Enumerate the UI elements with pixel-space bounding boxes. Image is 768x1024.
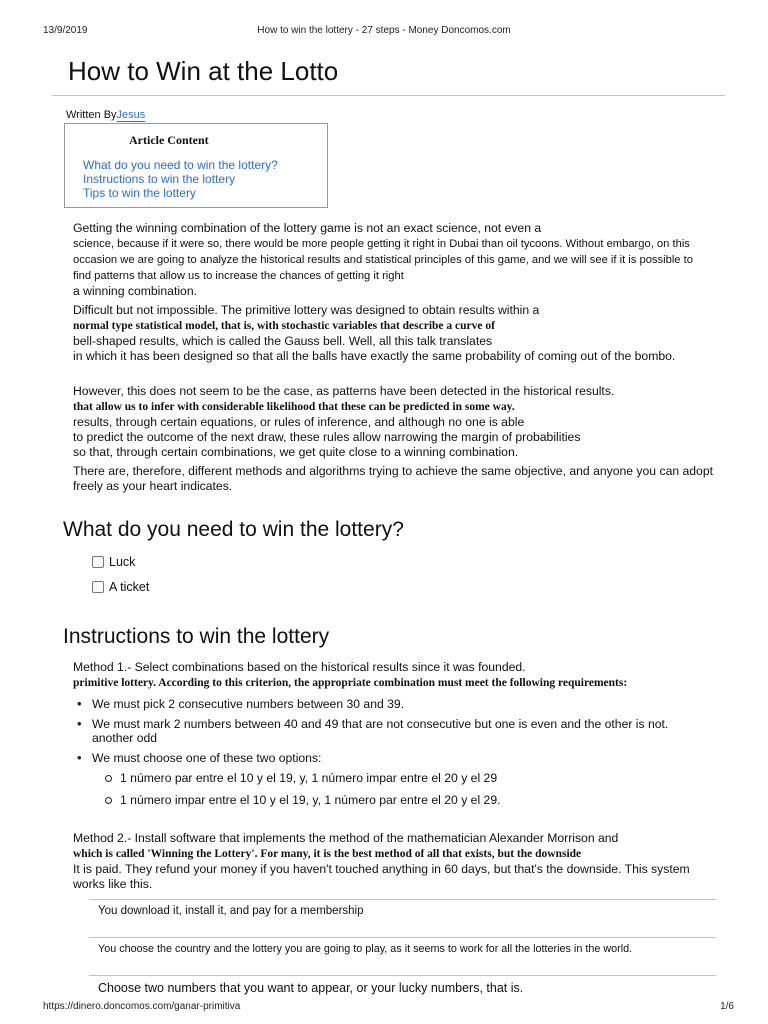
checklist-item <box>92 555 135 569</box>
intro-p1-line: a winning combination. <box>73 284 197 298</box>
toc-link-tips[interactable]: Tips to win the lottery <box>83 186 196 200</box>
checklist-label: Luck <box>109 555 136 569</box>
step-text: Choose two numbers that you want to appear, or your lucky numbers, that is. <box>98 981 524 995</box>
method-2-lead: Method 2.- Install software that implements the method of the mathematician Alexander Morrison and <box>73 831 619 845</box>
intro-p2-line: normal type statistical model, that is, with stochastic variables that describe a curve of <box>73 320 495 332</box>
list-item <box>92 771 713 785</box>
author-link[interactable]: Jesus <box>116 109 146 121</box>
requirement-text: We must mark 2 numbers between 40 and 49 that are not consecutive but one is even and the other is not. another odd <box>92 717 669 745</box>
step-text: You download it, install it, and pay for a membership <box>98 905 364 917</box>
toc-links <box>83 158 278 200</box>
checklist-item <box>92 580 149 594</box>
intro-p2-line: bell-shaped results, which is called the Gauss bell. Well, all this talk translates <box>73 334 493 348</box>
option-text: 1 número impar entre el 10 y el 19, y, 1 número par entre el 20 y el 29. <box>120 793 501 807</box>
step-box <box>89 899 716 917</box>
section-heading-instructions: Instructions to win the lottery <box>63 625 330 648</box>
article-title: How to Win at the Lotto <box>68 56 339 86</box>
toc-heading: Article Content <box>129 133 209 147</box>
print-url: https://dinero.doncomos.com/ganar-primitiva <box>43 1001 241 1012</box>
method-1-criterion: primitive lottery. According to this criterion, the appropriate combination must meet the following requirements: <box>73 677 628 689</box>
intro-paragraph-3 <box>73 384 713 460</box>
byline <box>66 109 145 121</box>
table-of-contents <box>64 123 328 208</box>
list-item <box>73 697 713 711</box>
intro-p1-line: Getting the winning combination of the lottery game is not an exact science, not even a <box>73 221 542 235</box>
options-list <box>92 771 713 807</box>
option-text: 1 número par entre el 10 y el 19, y, 1 número impar entre el 20 y el 29 <box>120 771 498 785</box>
requirement-text: We must pick 2 consecutive numbers between 30 and 39. <box>92 697 405 711</box>
intro-paragraph-1 <box>73 221 713 299</box>
method-2-intro <box>73 831 713 892</box>
method-2-rest: It is paid. They refund your money if you haven't touched anything in 60 days, but that's the downside. This system works like this. <box>73 862 690 891</box>
intro-p3-line: to predict the outcome of the next draw, these rules allow narrowing the margin of probabilities <box>73 430 581 444</box>
requirement-text: We must choose one of these two options: <box>92 751 322 765</box>
checkbox[interactable] <box>92 556 104 568</box>
section-heading-need: What do you need to win the lottery? <box>63 518 404 541</box>
toc-link-instructions[interactable]: Instructions to win the lottery <box>83 172 236 186</box>
intro-p3-line: so that, through certain combinations, we get quite close to a winning combination. <box>73 445 519 459</box>
toc-link-need[interactable]: What do you need to win the lottery? <box>83 158 278 172</box>
method-1-intro <box>73 660 713 691</box>
intro-p2-line: in which it has been designed so that all the balls have exactly the same probability of coming out of the bombo. <box>73 349 676 363</box>
page-number: 1/6 <box>720 1001 734 1012</box>
step-box <box>89 975 716 995</box>
requirements-list <box>73 697 713 815</box>
method-1-lead: Method 1.- Select combinations based on the historical results since it was founded. <box>73 660 526 674</box>
list-item <box>73 751 713 807</box>
list-item <box>73 717 713 745</box>
checkbox[interactable] <box>92 581 104 593</box>
print-page-title: How to win the lottery - 27 steps - Money Doncomos.com <box>257 25 511 36</box>
checklist-label: A ticket <box>109 580 150 594</box>
intro-paragraph-2 <box>73 303 713 364</box>
step-text: You choose the country and the lottery you are going to play, as it seems to work for all the lotteries in the world. <box>98 943 633 955</box>
intro-p3-line: results, through certain equations, or rules of inference, and although no one is able <box>73 415 525 429</box>
method-2-description: which is called 'Winning the Lottery'. For many, it is the best method of all that exists, but the downside <box>73 848 582 860</box>
byline-prefix: Written By <box>66 109 117 121</box>
print-date: 13/9/2019 <box>43 25 88 36</box>
intro-p3-line: that allow us to infer with considerable likelihood that these can be predicted in some way. <box>73 401 515 413</box>
title-divider <box>52 95 725 96</box>
intro-p1-line: science, because if it were so, there would be more people getting it right in Dubai than oil tycoons. Without embargo, on this occasion we are going to analyze the historical results and statistical principles of this game, and we will see if it is possible to find patterns that allow us to increase the chances of getting it right <box>73 238 693 282</box>
intro-p2-line: Difficult but not impossible. The primitive lottery was designed to obtain results within a <box>73 303 540 317</box>
intro-paragraph-4: There are, therefore, different methods and algorithms trying to achieve the same objective, and anyone you can adopt freely as your heart indicates. <box>73 464 714 493</box>
list-item <box>92 793 713 807</box>
intro-p3-line: However, this does not seem to be the case, as patterns have been detected in the historical results. <box>73 384 615 398</box>
step-box <box>89 937 716 955</box>
